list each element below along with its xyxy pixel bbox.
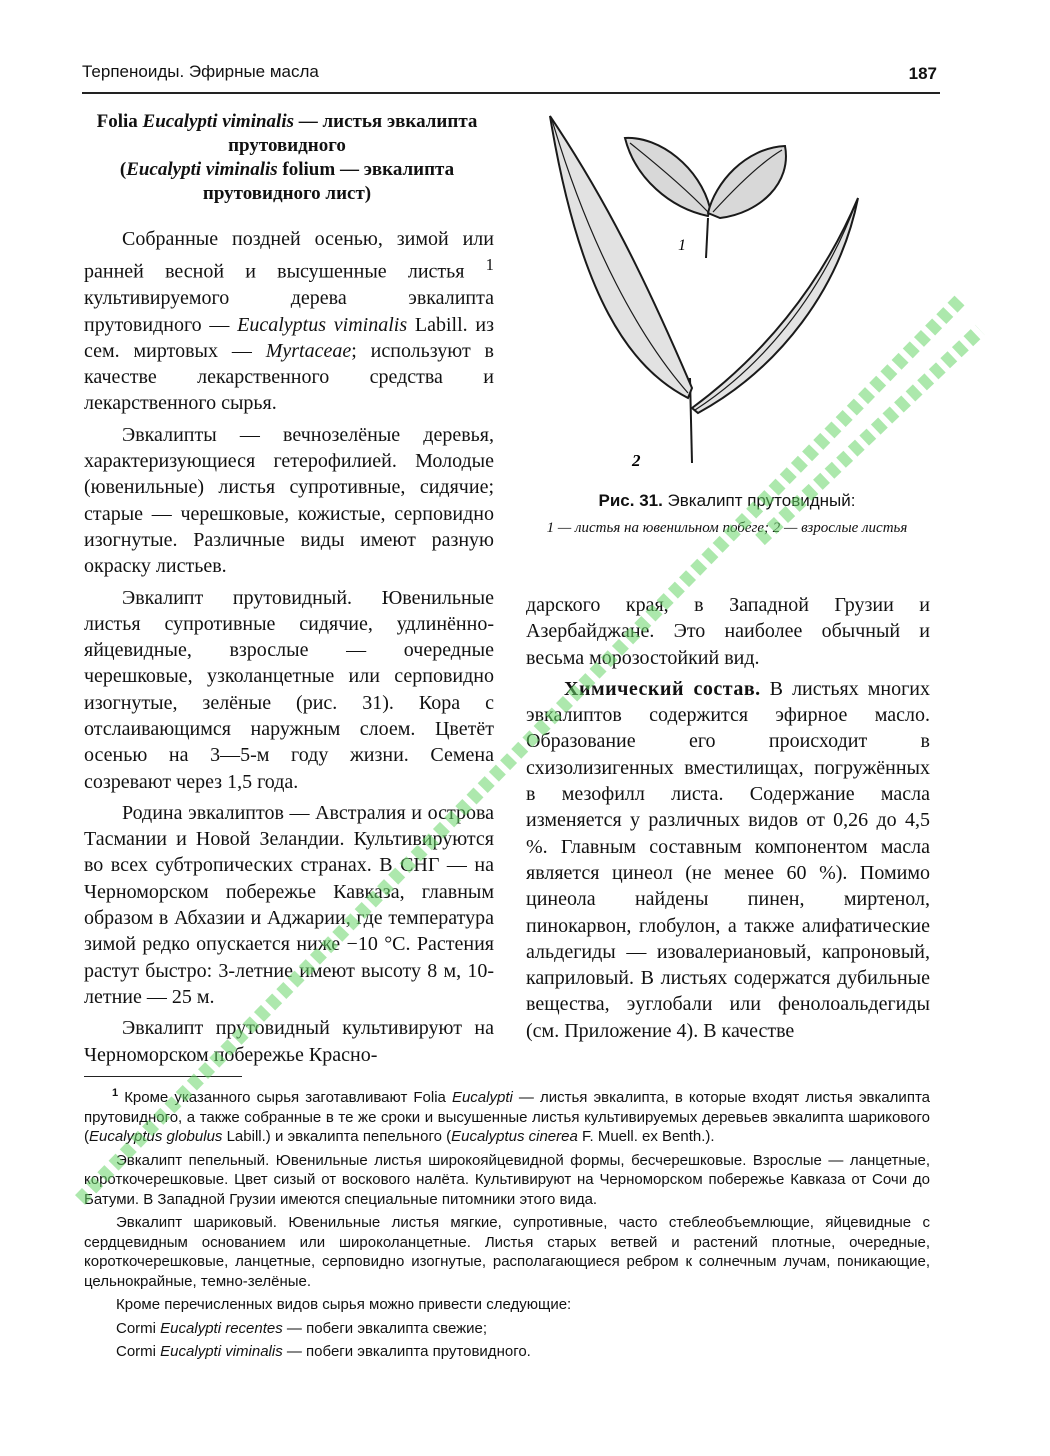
figure-eucalyptus-illustration (520, 108, 940, 480)
right-column (526, 592, 930, 1049)
section-heading: Химический состав. (564, 677, 761, 700)
left-column (84, 226, 494, 1073)
figure-caption: Рис. 31. Эвкалипт прутовидный: 1 — листья на ювенильном побеге; 2 — взрослые листья (512, 490, 942, 538)
article-title: Folia Eucalypti viminalis — листья эвкалипта прутовидного (Eucalypti viminalis folium — эвкалипта прутовидного лист) (96, 111, 478, 204)
footnote-ref: 1 (485, 255, 494, 275)
footnote-cormi-viminalis: Cormi Eucalypti viminalis — побеги эвкалипта прутовидного. (116, 1343, 531, 1360)
figure-label-1: 1 (678, 237, 686, 254)
paragraph-description: Эвкалипт прутовидный. Ювенильные листья супротивные сидячие, удлинённо-яйцевидные, взрослые — очередные черешковые, узколанцетные или серповидно изогнутые, зелёные (рис. 31). Кора с отслаивающимся наружным слоем. Цветёт осенью на 3—5-м году жизни. Семена созревают через 1,5 года. (84, 586, 494, 793)
paragraph-origin: Родина эвкалиптов — Австралия и острова Тасмании и Новой Зеландии. Культивируются во всех субтропических странах. В СНГ — на Черноморском побережье Кавказа, главным образом в Абхазии и Аджарии, где температура зимой редко опускается ниже −10 °C. Растения растут быстро: 3-летние имеют высоту 8 м, 10-летние — 25 м. (84, 801, 494, 1008)
running-head (82, 62, 937, 86)
section-title: Терпеноиды. Эфирные масла (82, 62, 319, 81)
figure-label-2: 2 (632, 451, 641, 470)
footnote-other-materials: Кроме перечисленных видов сырья можно привести следующие: (116, 1296, 572, 1313)
juvenile-stem (706, 218, 708, 258)
paragraph-continued: дарского края, в Западной Грузии и Азербайджане. Это наиболее обычный и весьма морозостойкий вид. (526, 594, 930, 669)
footnote-cormi-recentes: Cormi Eucalypti recentes — побеги эвкалипта свежие; (116, 1319, 488, 1337)
paragraph-chemical-composition: Химический состав. В листьях многих эвкалиптов содержится эфирное масло. Образование его происходит в схизолизигенных вместилищах, погружённых в мезофилл листа. Содержание масла изменяется у различных видов от 0,26 до 4,5 %. Главным составным компонентом масла является цинеол (не менее 60 %). Помимо цинеола найдены пинен, миртенол, пинокарвон, глобулон, а также алифатические альдегиды — изовалериановый, капроновый, каприловый. В листьях содержатся дубильные вещества, эуглобали или фенолоальдегиды (см. Приложение 4). В качестве (526, 677, 930, 1042)
figure-caption-legend: 1 — листья на ювенильном побеге; 2 — взрослые листья (546, 520, 908, 536)
adult-leaf-right (692, 198, 858, 413)
paragraph-eucalypts: Эвкалипты — вечнозелёные деревья, характеризующиеся гетерофилией. Молодые (ювенильные) листья супротивные, сидячие; старые — черешковые, кожистые, серповидно изогнутые. Различные виды имеют разную окраску листьев. (84, 423, 494, 578)
footnote-1: $^1$ Кроме указанного сырья заготавливают Folia Eucalypti — листья эвкалипта, в которые входят листья эвкалипта прутовидного, а также собранные в те же сроки и высушенные листья культивируемых деревьев эвкалипта шарикового (Eucalyptus globulus Labill.) и эвкалипта пепельного (Eucalyptus cinerea F. Muell. ex Benth.). (84, 1087, 930, 1145)
footnote-ash-eucalyptus: Эвкалипт пепельный. Ювенильные листья широкояйцевидной формы, бесчерешковые. Взрослые — ланцетные, короткочерешковые. Цвет сизый от воскового налёта. Культивируют на Черноморском побережье Кавказа от Сочи до Батуми. В Западной Грузии имеются специальные питомники этого вида. (84, 1151, 930, 1208)
footnotes (84, 1084, 930, 1366)
header-rule (82, 92, 940, 94)
juvenile-leaf-right (708, 146, 786, 218)
footnote-rule (84, 1076, 242, 1077)
paragraph-intro: Собранные поздней осенью, зимой или ранней весной и высушенные листья $^1$ культивируемого дерева эвкалипта прутовидного — Eucalyptus viminalis Labill. из сем. миртовых — Myrtaceae; используют в качестве лекарственного средства и лекарственного сырья. (84, 228, 494, 415)
paragraph-cultivation: Эвкалипт прутовидный культивируют на Черноморском побережье Красно- (84, 1017, 494, 1066)
footnote-globulus: Эвкалипт шариковый. Ювенильные листья мягкие, супротивные, часто стеблеобъемлющие, яйцевидные с сердцевидным основанием или широколанцетные. Листья старых ветвей и растений плотные, очередные, короткочерешковые, ланцетные, серповидно изогнутые, располагающиеся ребром к солнечным лучам, поникающие, цельнокрайные, темно-зелёные. (84, 1214, 930, 1290)
eucalyptus-drawing (520, 108, 940, 480)
page-number: 187 (908, 64, 937, 83)
